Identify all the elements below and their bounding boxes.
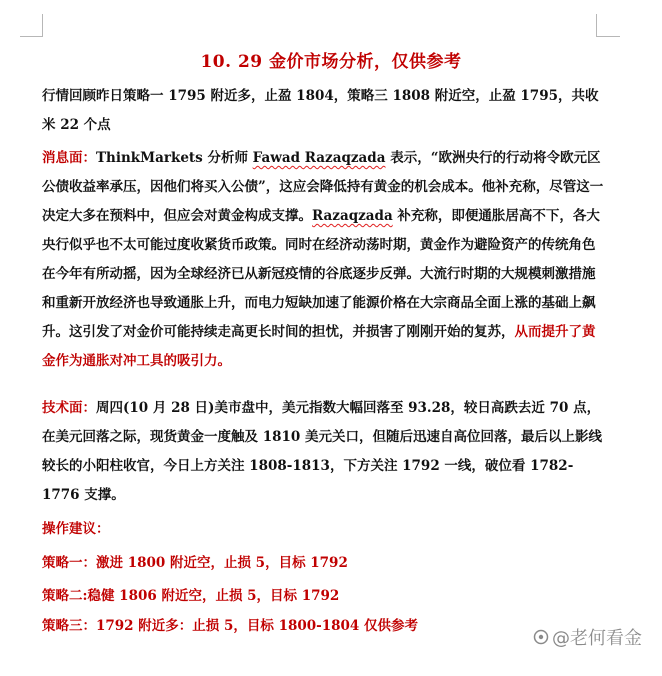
watermark [533, 624, 642, 650]
analyst-name-2: Razaqzada [312, 208, 393, 224]
operation-advice-title: 操作建议： [42, 521, 110, 537]
technical-paragraph [42, 394, 604, 510]
news-paragraph [42, 144, 604, 376]
strategy-3: 策略三：1792 附近多：止损 5，目标 1800-1804 仅供参考 [42, 618, 419, 634]
news-label: 消息面： [42, 150, 96, 166]
news-text-b: 表示，“欧洲央行的行动将令欧元区公债收益率承压，因他们将买入公债”，这应会降低持有黄金的机会成本。他补充称，尽管这一决定大多在预料中，但应会对黄金构成支撑。 [42, 150, 604, 224]
market-review-paragraph: 行情回顾昨日策略一 1795 附近多，止盈 1804，策略三 1808 附近空，止盈 1795，共收米 22 个点 [42, 88, 599, 133]
news-text-c: 补充称，即便通胀居高不下，各大央行似乎也不太可能过度收紧货币政策。同时在经济动荡时期，黄金作为避险资产的传统角色在今年有所动摇，因为全球经济已从新冠疫情的谷底逐步反弹。大流行时期的大规模刺激措施和重新开放经济也导致通胀上升，而电力短缺加速了能源价格在大宗商品全面上涨的基础上飙升。这引发了对金价可能持续走高更长时间的担忧，并损害了刚刚开始的复苏， [42, 208, 600, 340]
analyst-name: Fawad Razaqzada [252, 150, 386, 166]
strategy-1: 策略一：激进 1800 附近空，止损 5，目标 1792 [42, 555, 348, 571]
technical-text: 周四(10 月 28 日)美市盘中，美元指数大幅回落至 93.28，较日高跌去近 70 点，在美元回落之际，现货黄金一度触及 1810 美元关口，但随后迅速自高位回落，最后以上影线较长的小阳柱收官，今日上方关注 1808-1813，下方关注 1792 一线，破位看 1782-1776 支撑。 [42, 400, 602, 503]
crop-mark-top-left-vertical [42, 14, 43, 36]
watermark-text: @老何看金 [552, 628, 642, 649]
crop-mark-top-right-horizontal [596, 36, 620, 37]
news-text-a: ThinkMarkets 分析师 [96, 150, 253, 166]
weibo-logo-icon [533, 629, 549, 645]
technical-label: 技术面： [42, 400, 96, 416]
crop-mark-top-left-horizontal [20, 36, 43, 37]
news-text-highlight: 从而提升了黄金作为通胀对冲工具的吸引力。 [42, 324, 596, 369]
crop-mark-top-right-vertical [596, 14, 597, 36]
document-title: 10. 29 金价市场分析，仅供参考 [200, 52, 462, 72]
strategy-2: 策略二:稳健 1806 附近空，止损 5，目标 1792 [42, 588, 340, 604]
